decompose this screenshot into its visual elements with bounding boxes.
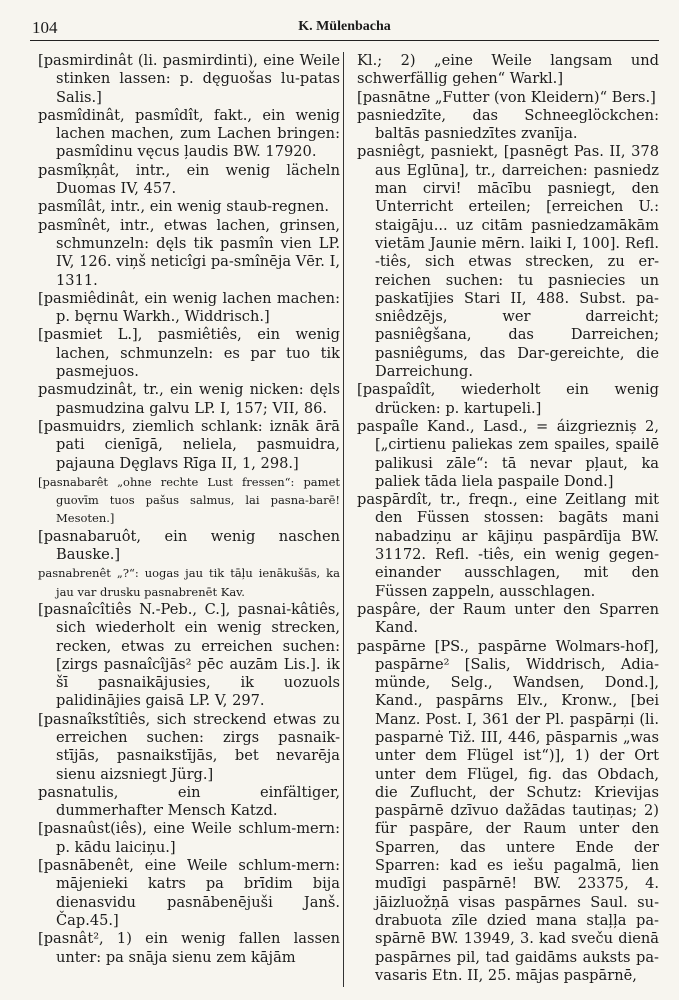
dictionary-entry: pasniêgt, pasniekt, [pasnēgt Pas. II, 378 aus Eglūna], tr., darreichen: pasniedz man cirvi! mācību pasniegt, den Unterricht erteilen; [erreichen U.: staigāju... uz citām pasniedzamākām vietām Jaunie mērn. laiki I, 100]. Refl. -tiês, sich etwas strecken, zu er-reichen suchen: tu pasniecies un paskatījies Stari II, 488. Subst. pa-sniêdzējs, wer darreicht; pasniêgšana, das Darreichen; pasniêgums, das Dar-gereichte, die Darreichung. <box>357 143 659 381</box>
dictionary-entry: [paspaîdît, wiederholt ein wenig drücken: p. kartupeli.] <box>357 381 659 417</box>
dictionary-entry: [pasmiet L.], pasmiêtiês, ein wenig lachen, schmunzeln: es par tuo tik pasmejuos. <box>38 326 340 381</box>
dictionary-entry: [pasnaîkstîtiês, sich streckend etwas zu erreichen suchen: zirgs pasnaik-stījās, pasnaikstījās, bet nevarēja sienu aizsniegt Jürg.] <box>38 710 340 783</box>
left-column <box>38 52 340 992</box>
dictionary-entry: pasmîķņât, intr., ein wenig lächeln Duomas IV, 457. <box>38 161 340 198</box>
dictionary-entry: [pasnaûst(iês), eine Weile schlum-mern: p. kādu laiciņu.] <box>38 820 340 856</box>
dictionary-entry: paspārne [PS., paspārne Wolmars-hof], paspārne² [Salis, Widdrisch, Adia-münde, Selg., Wandsen, Dond.], Kand., paspārns Elv., Kronw., [bei Manz. Post. I, 361 der Pl. paspārņi (li. pasparnė Tiž. III, 446, pāsparnis „was unter dem Flügel ist“)], 1) der Ort unter dem Flügel, fig. das Obdach, die Zuflucht, der Schutz: Krievijas paspārnē dzīvuo dažādas tautiņas; 2) für paspāre, der Raum unter den Sparren, das untere Ende der Sparren: kad es iešu pagalmā, lien mudīgi paspārnē! BW. 23375, 4. jāizluožņā visas paspārnes Saul. su-drabuota zīle dzied mana staļļa pa-spārnē BW. 13949, 3. kad sveču dienā paspārnes pil, tad gaidāms auksts pa-vasaris Etn. II, 25. mājas paspārnē, <box>357 637 659 984</box>
dictionary-entry: pasmînêt, intr., etwas lachen, grinsen, schmunzeln: dęls tik pasmîn vien LP. IV, 126. viņš neticîgi pa-smînēja Vēr. I, 1311. <box>38 216 340 289</box>
dictionary-entry: [pasnābenêt, eine Weile schlum-mern: mājenieki katrs pa brīdim bija dienasvidu pasnābenējuši Janš. Čap.45.] <box>38 857 340 929</box>
dictionary-entry: [pasnât², 1) ein wenig fallen lassen unter: pa snāja sienu zem kājām <box>38 930 340 966</box>
dictionary-entry: pasmîdinât, pasmîdît, fakt., ein wenig lachen machen, zum Lachen bringen: pasmîdinu vęcus ļaudis BW. 17920. <box>38 106 340 161</box>
dictionary-entry: pasnabrenêt „?“: uogas jau tik tāļu ienākušās, ka jau var drusku pasnabrenēt Kav. <box>38 566 340 599</box>
page-header <box>30 18 659 41</box>
dictionary-entry: paspārdît, tr., freqn., eine Zeitlang mit den Füssen stossen: bagāts mani nabadziņu ar kājiņu paspārdīja BW. 31172. Refl. -tiês, ein wenig gegen-einander ausschlagen, mit den Füssen zappeln, ausschlagen. <box>357 491 659 600</box>
dictionary-entry: [pasmirdinât (li. pasmirdinti), eine Weile stinken lassen: p. dęguošas lu-patas Salis.] <box>38 52 340 106</box>
right-column <box>357 52 659 992</box>
dictionary-entry: paspâre, der Raum unter den Sparren Kand. <box>357 600 659 637</box>
dictionary-entry: [pasnātne „Futter (von Kleidern)“ Bers.] <box>357 88 656 106</box>
dictionary-entry: pasniedzīte, das Schneeglöckchen: baltās pasniedzītes zvanīja. <box>357 106 659 143</box>
dictionary-entry: [pasnabarêt „ohne rechte Lust fressen“: pamet guovīm tuos pašus salmus, lai pasna-barē! Mesoten.] <box>38 474 340 526</box>
column-divider <box>343 52 344 987</box>
dictionary-entry: [pasnabaruôt, ein wenig naschen Bauske.] <box>38 527 340 564</box>
dictionary-entry: paspaîle Kand., Lasd., = áizgriezniș 2, [„cirtienu paliekas zem spailes, spailē palikusi zāle“: tā nevar pļaut, ka paliek tāda liela paspaile Dond.] <box>357 417 659 490</box>
dictionary-entry: [pasmiêdinât, ein wenig lachen machen: p. bęrnu Warkh., Widdrisch.] <box>38 289 340 326</box>
dictionary-entry: [pasnaîcîtiês N.-Peb., C.], pasnai-kâtiês, sich wiederholt ein wenig strecken, recken, etwas zu erreichen suchen: [zirgs pasnaîcîjās² pēc auzām Lis.]. ik šī pasnaikājusies, ik uozuols palidinājies gaisā LP. V, 297. <box>38 600 340 710</box>
dictionary-entry-continued: Kl.; 2) „eine Weile langsam und schwerfällig gehen“ Warkl.] <box>357 52 659 88</box>
dictionary-entry: pasnatulis, ein einfältiger, dummerhafter Mensch Katzd. <box>38 783 340 820</box>
dictionary-entry: [pasmuidrs, ziemlich schlank: iznāk ārā pati cienīgā, neliela, pasmuidra, pajauna Dęglavs Rīga II, 1, 298.] <box>38 417 340 472</box>
running-head: K. Mülenbacha <box>298 19 391 34</box>
dictionary-entry: pasmîlât, intr., ein wenig staub-regnen. <box>38 198 330 216</box>
page-number: 104 <box>32 18 58 37</box>
dictionary-entry: pasmudzinât, tr., ein wenig nicken: dęls pasmudzina galvu LP. I, 157; VII, 86. <box>38 381 340 417</box>
